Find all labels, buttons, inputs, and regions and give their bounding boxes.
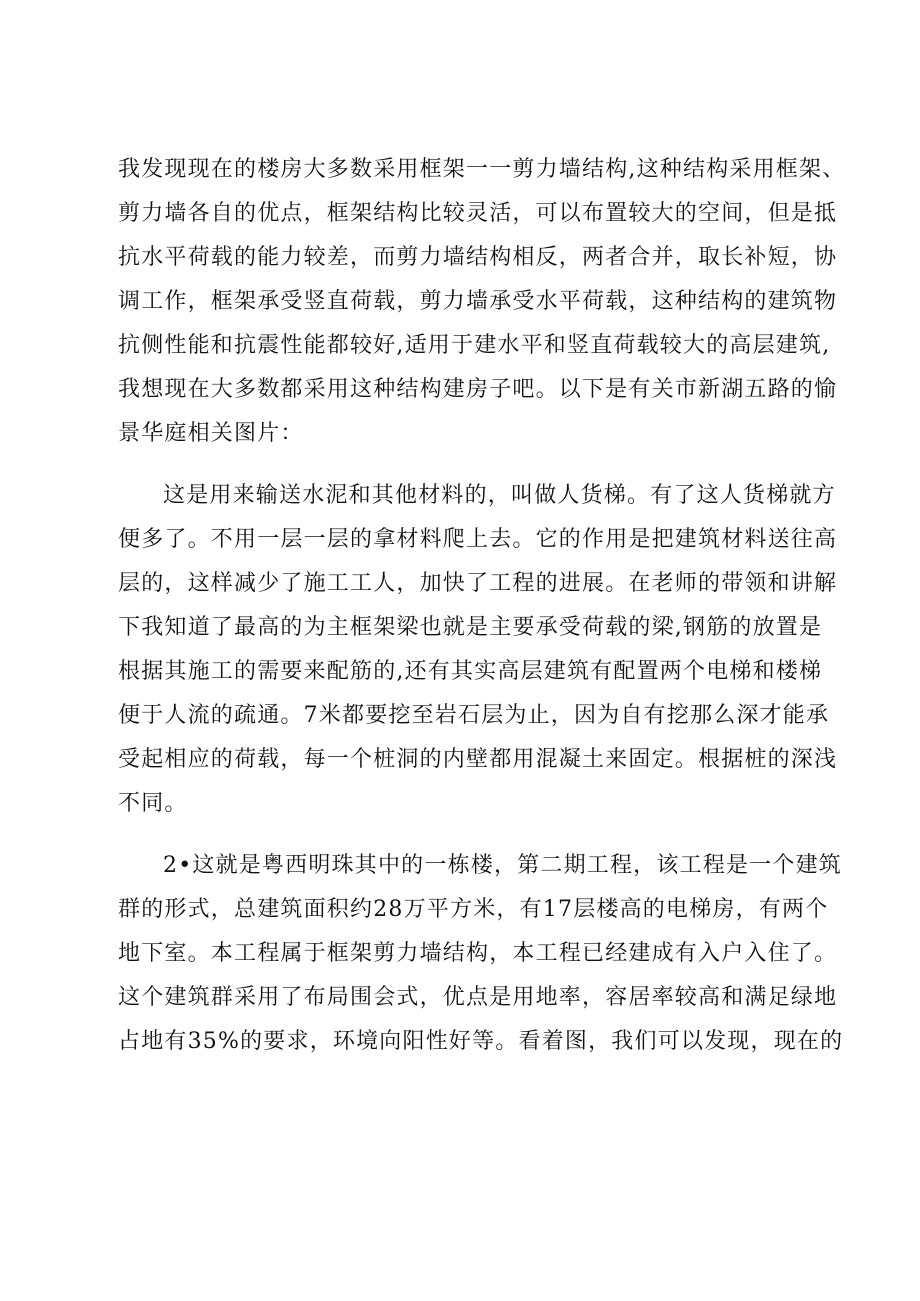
text-line: 地下室。本工程属于框架剪力墙结构，本工程已经建成有入户入住了。 <box>118 941 838 966</box>
text-line: 我发现现在的楼房大多数采用框架一一剪力墙结构,这种结构采用框架、 <box>118 157 846 182</box>
text-line: 我想现在大多数都采用这种结构建房子吧。以下是有关市新湖五路的愉 <box>118 377 838 402</box>
text-line: 剪力墙各自的优点，框架结构比较灵活，可以布置较大的空间，但是抵 <box>118 201 838 226</box>
text-line: 抗侧性能和抗震性能都较好,适用于建水平和竖直荷载较大的高层建筑, <box>118 333 831 358</box>
text-line: 占地有35%的要求，环境向阳性好等。看着图，我们可以发现，现在的 <box>118 1029 844 1054</box>
text-line: 层的，这样减少了施工工人，加快了工程的进展。在老师的带领和讲解 <box>118 571 838 596</box>
text-line: 这个建筑群采用了布局围会式，优点是用地率，容居率较高和满足绿地 <box>118 985 838 1010</box>
text-line: 便多了。不用一层一层的拿材料爬上去。它的作用是把建筑材料送往高 <box>118 527 838 552</box>
text-line: 调工作，框架承受竖直荷载，剪力墙承受水平荷载，这种结构的建筑物 <box>118 289 838 314</box>
text-line: 这是用来输送水泥和其他材料的，叫做人货梯。有了这人货梯就方 <box>163 483 836 508</box>
text-line: 受起相应的荷载，每一个桩洞的内壁都用混凝土来固定。根据桩的深浅 <box>118 747 838 772</box>
text-line: 根据其施工的需要来配筋的,还有其实高层建筑有配置两个电梯和楼梯 <box>118 659 823 684</box>
text-line: 下我知道了最高的为主框架梁也就是主要承受荷载的梁,钢筋的放置是 <box>118 615 823 640</box>
text-line: 2•这就是粤西明珠其中的一栋楼，第二期工程，该工程是一个建筑 <box>163 853 842 878</box>
text-line: 景华庭相关图片： <box>118 421 304 446</box>
text-line: 抗水平荷载的能力较差，而剪力墙结构相反，两者合并，取长补短，协 <box>118 245 838 270</box>
text-line: 群的形式，总建筑面积约28万平方米，有17层楼高的电梯房，有两个 <box>118 897 829 922</box>
text-line: 便于人流的疏通。7米都要挖至岩石层为止，因为自有挖那么深才能承 <box>118 703 830 728</box>
text-line: 不同。 <box>118 791 188 816</box>
